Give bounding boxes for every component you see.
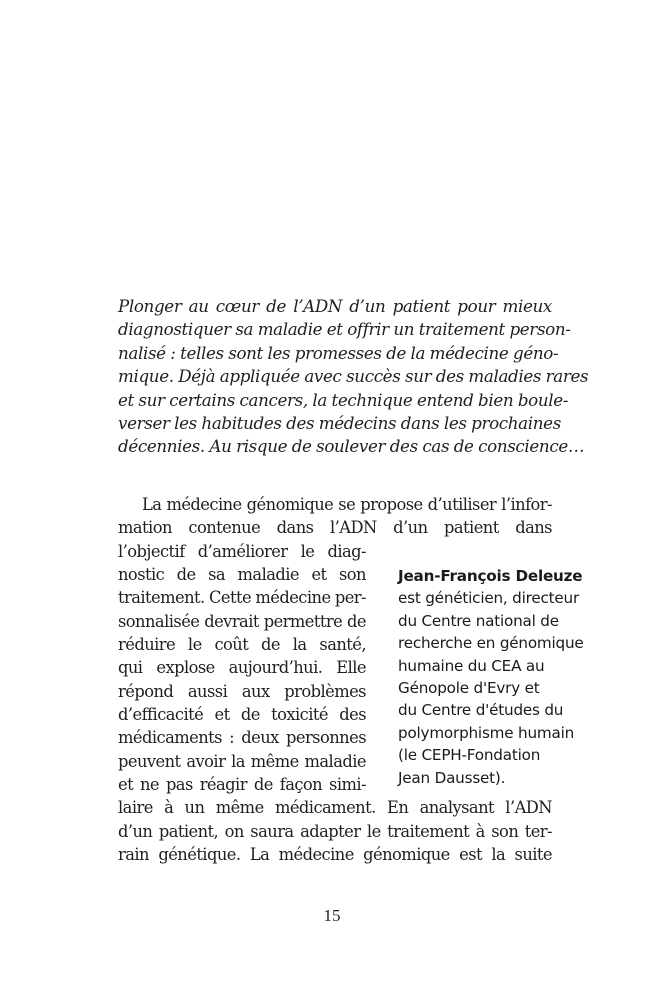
author-name: Jean-François Deleuze — [398, 567, 583, 585]
body-line: d’efficacité et de toxicité des — [118, 705, 366, 725]
body-line: sonnalisée devrait permettre de — [118, 611, 366, 631]
body-line: médicaments : deux personnes — [118, 728, 366, 748]
body-line: laire à un même médicament. En analysant l’ADN — [118, 798, 552, 818]
body-line: traitement. Cette médecine per- — [118, 588, 366, 608]
body-line: nostic de sa maladie et son — [118, 565, 366, 585]
intro-line: nalisé : telles sont les promesses de la médecine géno- — [118, 342, 559, 363]
author-bio-line: recherche en génomique — [398, 634, 584, 653]
page-number: 15 — [323, 906, 341, 925]
body-line: qui explose aujourd’hui. Elle — [118, 658, 366, 678]
body-line: d’un patient, on saura adapter le traitement à son ter- — [118, 821, 552, 841]
author-bio-line: du Centre d'études du — [398, 701, 564, 720]
author-bio-line: humaine du CEA au — [398, 656, 545, 675]
body-line: rain génétique. La médecine génomique est la suite — [118, 845, 552, 865]
author-box — [398, 565, 638, 789]
body-line: mation contenue dans l’ADN d’un patient dans — [118, 518, 552, 538]
body-line: et ne pas réagir de façon simi- — [118, 775, 366, 795]
author-bio-line: du Centre national de — [398, 611, 559, 630]
intro-line: mique. Déjà appliquée avec succès sur des maladies rares — [118, 366, 589, 387]
body-line: répond aussi aux problèmes — [118, 681, 366, 701]
body-line: l’objectif d’améliorer le diag- — [118, 541, 366, 561]
author-bio-line: polymorphisme humain — [398, 723, 575, 742]
body-line: La médecine génomique se propose d’utiliser l’infor- — [142, 495, 552, 514]
author-bio-line: (le CEPH-Fondation — [398, 746, 541, 765]
chapter-intro — [118, 295, 589, 459]
body-line: réduire le coût de la santé, — [118, 635, 366, 655]
author-bio-line: Génopole d'Evry et — [398, 679, 540, 698]
author-bio-line: est généticien, directeur — [398, 589, 579, 608]
intro-line: Plonger au cœur de l’ADN d’un patient pour mieux — [118, 296, 552, 316]
intro-line: décennies. Au risque de soulever des cas de conscience… — [118, 436, 585, 457]
body-line: peuvent avoir la même maladie — [118, 751, 366, 771]
intro-line: diagnostiquer sa maladie et offrir un traitement person- — [118, 319, 571, 340]
intro-line: et sur certains cancers, la technique entend bien boule- — [118, 389, 569, 410]
intro-line: verser les habitudes des médecins dans les prochaines — [118, 413, 561, 434]
author-bio-line: Jean Dausset). — [398, 768, 506, 787]
